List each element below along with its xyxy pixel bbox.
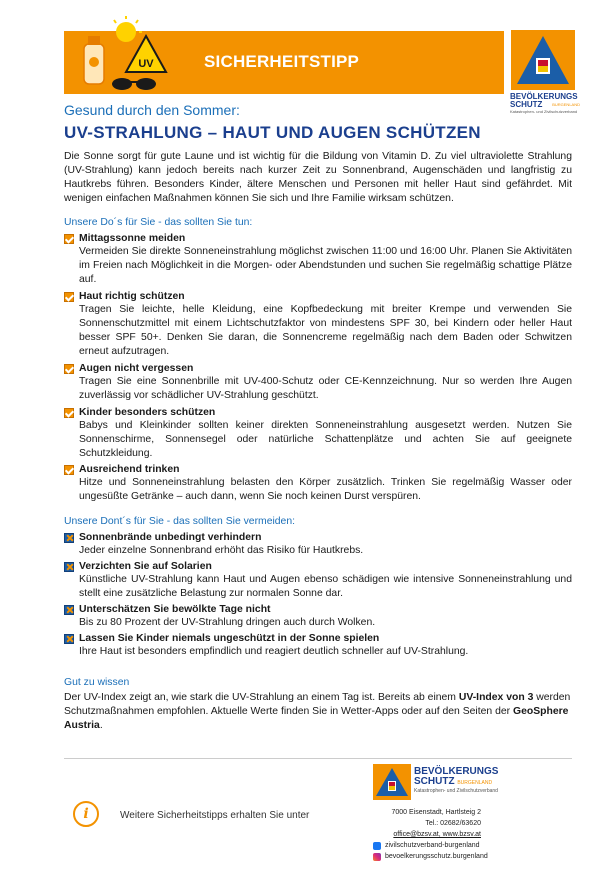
dos-heading: Unsere Do´s für Sie - das sollten Sie tun: <box>64 217 253 228</box>
checkmark-icon <box>64 465 74 475</box>
intro-paragraph: Die Sonne sorgt für gute Laune und ist wichtig für die Bildung von Vitamin D. Zu viel ultraviolette Strahlung (UV-Strahlung) kann jedoch bereits nach kurzer Zeit zu Sonnenbrand, Augenschäden und langfristig zu Hautkrebs führen. Besonders Kinder, ältere Menschen und Personen mit heller Haut sind gefährdet. Mit wenigen einfachen Maßnahmen können Sie sich und Ihre Familie wirksam schützen. <box>64 151 572 204</box>
checkmark-icon <box>64 408 74 418</box>
footer-logo-wordmark <box>414 767 498 795</box>
do-item-text: Vermeiden Sie direkte Sonneneinstrahlung möglichst zwischen 11:00 und 16:00 Uhr. Planen Sie Aktivitäten im Freien nach Möglichkeit in die Morgen- oder Abendstunden und suchen Sie regelmäßig schattige Plätze auf. <box>79 246 572 285</box>
footer-logo <box>373 764 411 800</box>
logo-wordmark <box>510 93 580 114</box>
checkmark-icon <box>64 234 74 244</box>
do-item <box>64 463 572 504</box>
dont-item <box>64 603 572 630</box>
instagram-icon <box>373 853 381 861</box>
facebook-handle: zivilschutzverband-burgenland <box>385 842 480 849</box>
instagram-link[interactable] <box>373 851 503 862</box>
good-to-know-text-part: werden Schutzmaßnahmen empfohlen. Aktuelle Werte finden Sie in Wetter-Apps oder auf den Seiten der <box>64 692 571 717</box>
do-item <box>64 406 572 461</box>
contact-address: 7000 Eisenstadt, Hartlsteig 2 <box>391 809 481 816</box>
page-title: UV-STRAHLUNG – HAUT UND AUGEN SCHÜTZEN <box>64 123 481 142</box>
footer-logo-region: BURGENLAND <box>457 780 493 786</box>
do-item <box>64 232 572 287</box>
do-item-title: Haut richtig schützen <box>79 291 185 302</box>
logo-line2: SCHUTZ <box>510 100 543 109</box>
do-item-title: Ausreichend trinken <box>79 464 180 475</box>
dont-item-text: Künstliche UV-Strahlung kann Haut und Augen ebenso schädigen wie intensive Sonneneinstrahlung und stellt eine zusätzliche Belastung zur normalen Sonne dar. <box>79 574 572 599</box>
checkmark-icon <box>64 292 74 302</box>
cross-icon <box>64 605 74 615</box>
facebook-link[interactable] <box>373 840 503 851</box>
uv-index-highlight: UV-Index von 3 <box>458 692 534 703</box>
dont-item-title: Sonnenbrände unbedingt verhindern <box>79 532 262 543</box>
uv-warning-label: UV <box>138 58 154 70</box>
page-subtitle: Gesund durch den Sommer: <box>64 102 240 118</box>
sun-protection-illustration <box>66 14 176 94</box>
do-item-title: Kinder besonders schützen <box>79 407 216 418</box>
good-to-know-heading: Gut zu wissen <box>64 677 130 688</box>
do-item-text: Tragen Sie eine Sonnenbrille mit UV-400-Schutz oder CE-Kennzeichnung. Nur so werden Ihre Augen zuverlässig vor schädlicher UV-Strahlung geschützt. <box>79 376 572 401</box>
do-item <box>64 362 572 403</box>
footer-divider <box>64 758 572 759</box>
dont-item-title: Unterschätzen Sie bewölkte Tage nicht <box>79 604 271 615</box>
dont-item-text: Ihre Haut ist besonders empfindlich und reagiert deutlich schneller auf UV-Strahlung. <box>79 646 469 657</box>
cross-icon <box>64 533 74 543</box>
footer-logo-tagline: Katastrophen- und Zivilschutzverband <box>414 788 498 794</box>
contact-phone: Tel.: 02682/63620 <box>425 820 481 827</box>
facebook-icon <box>373 842 381 850</box>
dont-item-text: Jeder einzelne Sonnenbrand erhöht das Risiko für Hautkrebs. <box>79 545 364 556</box>
dont-item-title: Verzichten Sie auf Solarien <box>79 561 212 572</box>
dont-item <box>64 632 572 659</box>
civil-protection-logo <box>511 30 575 90</box>
logo-line1: BEVÖLKERUNGS <box>510 92 578 101</box>
cross-icon <box>64 562 74 572</box>
checkmark-icon <box>64 364 74 374</box>
donts-heading: Unsere Dont´s für Sie - das sollten Sie vermeiden: <box>64 516 296 527</box>
footer-logo-line1: BEVÖLKERUNGS <box>414 766 499 777</box>
geosphere-highlight: GeoSphere Austria <box>64 706 569 731</box>
good-to-know-text-part: . <box>99 720 103 731</box>
contact-block <box>373 807 503 862</box>
dont-item-text: Bis zu 80 Prozent der UV-Strahlung dringen auch durch Wolken. <box>79 617 376 628</box>
footer-note: Weitere Sicherheitstipps erhalten Sie unter <box>120 810 310 821</box>
dont-item <box>64 560 572 601</box>
info-icon: i <box>73 801 99 827</box>
do-item-title: Augen nicht vergessen <box>79 363 194 374</box>
logo-tagline: Katastrophen- und Zivilschutzverband <box>510 109 578 114</box>
dont-item-title: Lassen Sie Kinder niemals ungeschützt in der Sonne spielen <box>79 633 380 644</box>
page-header-title: SICHERHEITSTIPP <box>204 52 360 71</box>
do-item-text: Babys und Kleinkinder sollten keiner direkten Sonneneinstrahlung ausgesetzt werden. Nutzen Sie Sonnenschirme, Sonnensegel oder natürliche Schattenplätze und achten Sie auf geeignete Schutzkleidung. <box>79 420 572 459</box>
good-to-know-text <box>64 691 572 733</box>
footer-logo-line2: SCHUTZ <box>414 776 455 787</box>
do-item <box>64 290 572 359</box>
instagram-handle: bevoelkerungsschutz.burgenland <box>385 853 488 860</box>
do-item-text: Tragen Sie leichte, helle Kleidung, eine Kopfbedeckung mit breiter Krempe und verwenden Sie Sonnenschutzmittel mit einem Lichtschutzfaktor von mindestens SPF 30, bei Kindern oder heller Haut besser SPF 50+. Denken Sie daran, die Sonnencreme regelmäßig nach dem Baden oder Schwitzen erneut aufzutragen. <box>79 304 572 357</box>
good-to-know-text-part: Der UV-Index zeigt an, wie stark die UV-Strahlung an einem Tag ist. Bereits ab einem <box>64 692 459 703</box>
contact-email-link[interactable]: office@bzsv.at, www.bzsv.at <box>393 831 481 838</box>
logo-region: BURGENLAND <box>552 102 580 107</box>
cross-icon <box>64 634 74 644</box>
do-item-text: Hitze und Sonneneinstrahlung belasten den Körper zusätzlich. Trinken Sie regelmäßig Wasser oder ungesüßte Getränke – auch dann, wenn Sie noch keinen Durst verspüren. <box>79 477 572 502</box>
do-item-title: Mittagssonne meiden <box>79 233 186 244</box>
dont-item <box>64 531 572 558</box>
